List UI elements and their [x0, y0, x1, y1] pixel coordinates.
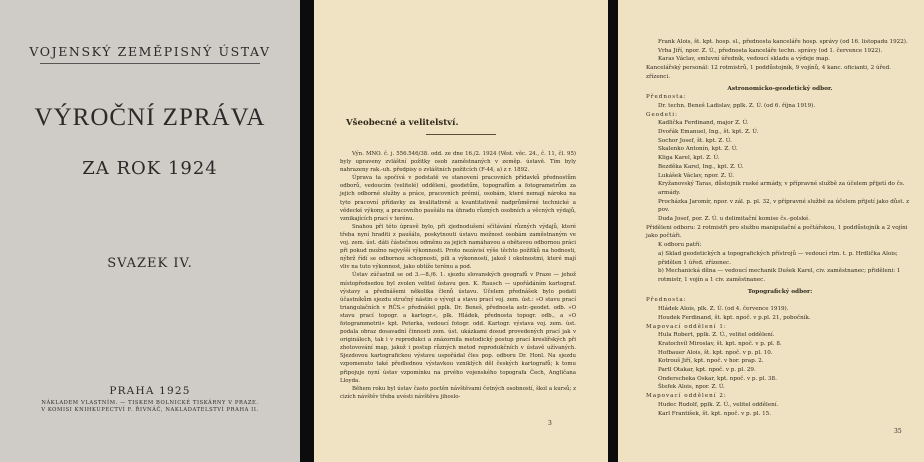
- topo-heading: Topografický odbor:: [747, 288, 813, 295]
- list-item: Kratochvíl Miroslav, št. kpt. npoč. v p. pl. 8.: [658, 340, 782, 347]
- paragraph: Výn. MNO. č. j. 556.546/38. odd. ze dne 16./2. 1924 (Věst. věc. 24., č. 11, čl. 95) byly upraveny zvláštní požitky osob zaměstnaných v zeměp. ústavě. Tím byly nahrazeny rak.-uh. předpisy o zvláštních požitcích (F-44, a) z r. 1892.: [340, 151, 576, 174]
- list-item: Kryžanovský Taras, důstojník ruské armády, v přípravné službě za účelem přijetí do čs. armády.: [658, 181, 905, 196]
- list-item: Karas Václav, smluvní úředník, vedoucí skladu a výdeje map.: [658, 56, 830, 63]
- label: Přednosta:: [646, 94, 687, 101]
- cover-title: VÝROČNÍ ZPRÁVA: [34, 104, 266, 131]
- cover-publisher-line-2: V KOMISI KNIHKUPECTVÍ F. ŘIVNÁČ, NAKLADATELSTVÍ PRAHA II.: [41, 407, 259, 413]
- page-3-body: [340, 150, 576, 401]
- list-item: Dvořák Emanuel, Ing., št. kpt. Z. Ú.: [658, 129, 759, 136]
- list-item: Lukášek Václav, npor. Z. Ú.: [658, 172, 735, 179]
- list-item: Vrba Jiří, npor. Z. Ú., přednosta kanceláře techn. správy (od 1. července 1922).: [658, 47, 883, 54]
- list-item: Hula Robert, pplk. Z. Ú., velitel oddělení.: [658, 332, 775, 339]
- list-item: Kliga Karel, kpt. Z. Ú.: [658, 155, 720, 162]
- cover-place: PRAHA 1925: [109, 385, 191, 397]
- cover-publisher: [20, 400, 280, 414]
- section-heading: Všeobecné a velitelství.: [346, 118, 459, 128]
- list-item: Kotrouš Jiří, kpt. npoč. v hor. prap. 2.: [658, 358, 764, 365]
- list-item: Hládek Alois, plk. Z. Ú. (od 4. července 1919).: [658, 306, 789, 313]
- list-item: Hudec Rudolf, pplk. Z. Ú., velitel oddělení.: [658, 401, 779, 408]
- list-item: b) Mechanická dílna — vedoucí mechanik Dušek Karel, civ. zaměstnanec; přiděleni: 1 rotmistr, 1 vojín a 1 civ. zaměstnanec.: [658, 268, 901, 283]
- list-item: Skalenko Antonín, kpt. Z. Ú.: [658, 146, 738, 153]
- list-item: Hofbauer Alois, št. kpt. npoč. v p. pl. 10.: [658, 349, 773, 356]
- list-item: Karl František, št. kpt. npoč. v p. pl. 15.: [658, 410, 771, 417]
- paragraph: Snahou při této úpravě bylo, při zjednodušení sčítávání různých výdajů, které třeba nyní hraditi z paušálu, poskytnouti ústavu možnost osobám zaměstnaným ve voj. zem. úst. dáti částečnou odměnu za jejich namáhavou a obětavou odbornou práci při pokud možno nejvyšší výkonnosti. Proto nezávisí výše těchto požitků na hodnosti, nýbrž řídí se odbornou schopností, píli a výkonností, jakož i okolnostmi, které mají vliv na tuto výkonnost, jako obtíže terénu a pod.: [340, 223, 576, 271]
- scan-gap: [300, 0, 314, 462]
- cover-rule: [40, 63, 260, 64]
- cover-publisher-line-1: NÁKLADEM VLASTNÍM. — TISKEM BOLNICKÉ TISKÁRNY V PRAZE.: [41, 400, 259, 406]
- list-item: Bezděka Karel, Ing., kpt. Z. Ú.: [658, 163, 744, 170]
- label: Geodeti:: [646, 111, 678, 118]
- list-item: Sochor Josef, št. kpt. Z. Ú.: [658, 137, 732, 144]
- label: Přednosta:: [646, 297, 687, 304]
- list-item: a) Sklad geodetických a topografických přístrojů — vedoucí rtm. t. p. Hrdlička Alois; přidělen 1 úřed. zřízenec.: [658, 250, 898, 266]
- page-35-body: [646, 38, 914, 418]
- list-item: Houdek Ferdinand, št. kpt. npoč. v p.pl. 21, pobočník.: [658, 314, 811, 321]
- paragraph: Ústav zúčastnil se od 3.—8./6. 1. sjezdu slovanských geografů v Praze — jehož místopředsedou byl zvolen velitel ústavu gen. K. Rausch — upořádáním kartograf. výstavy a přednášemi několika členů ústavu. Účelem přednášek bylo podati účastníkům sjezdu stručný nástin o vývoji a stavu prací voj. zem. úst.: »O stavu prací triangulačních v RČS.« přednášel pplk. Dr. Beneš, přednosta astr.-geodet. odb. »O stavu prací topogr. a kartogr.«, plk. Hládek, přednosta topogr. odb., a »O fotogrammetrii« kpt. Peterka, vedoucí fotogr. odd. Kartogr. výstava voj. zem. úst. podala obraz dosavadní činnosti zem. úst. ukázkami dosud provedených prací jak v originálech, tak i v reprodukci a znázornila metodický postup prací kreslířských při zhotovování map, jakož i postup různých metod reprodukčních v ústavě užívaných. Sjezdovou kartografickou výstavu uspořádal čles pop. odboru Dr. Honl. Na sjezdu vzpomenuto také předlednou výstavkou vzniklých děl českých kartografů; k tomu připojuje nyní ústav vzpomínku na prvého vojenského topografa Čech, Angličana Lloyda.: [340, 272, 576, 384]
- cover-page: [0, 0, 300, 462]
- staff-line: Kancelářský personál: 12 rotmistrů, 1 poddůstojník, 9 vojínů, 4 kanc. oficianti, 2 úřed. zřízenci.: [646, 65, 891, 80]
- cover-volume: SVAZEK IV.: [107, 256, 193, 271]
- cover-year: ZA ROK 1924: [82, 158, 218, 179]
- list-item: Frank Alois, št. kpt. hosp. sl., přednosta kanceláře hosp. správy (od 16. listopadu 1922).: [658, 39, 908, 45]
- label: Mapovací oddělení 2:: [646, 393, 727, 400]
- list-item: Duda Josef, por. Z. Ú. u delimitační komise čs.-polské.: [658, 216, 811, 223]
- astro-heading: Astronomicko-geodetický odbor.: [727, 85, 833, 92]
- label: Mapovací oddělení 1:: [646, 323, 727, 330]
- list-item: Onderscheka Oskar, kpt. npoč. v p. pl. 38.: [658, 375, 777, 382]
- heading-rule: [426, 134, 496, 135]
- list-item: Partl Otakar, kpt. npoč. v p. pl. 29.: [658, 367, 756, 374]
- cover-institute: VOJENSKÝ ZEMĚPISNÝ ÚSTAV: [29, 44, 271, 59]
- list-item: Štefek Alois, npor. Z. Ú.: [658, 384, 725, 391]
- list-item: Přiděleni odboru: 2 rotmistři pro službu manipulační a počtářskou, 1 poddůstojník a 2 vojíni jako počtáři.: [646, 224, 908, 240]
- list-item: Dr. techn. Beneš Ladislav, pplk. Z. Ú. (od 6. října 1919).: [658, 102, 816, 109]
- paragraph: Úprava ta spočívá v podstatě ve stanovení pracovních přídavků přednostům odborů, vedoucím (velitelé) oddělení, geodetům, topografům a fotogrametrům za jejich odborné služby a práce, pracovních prémií, osobám, které nemají nároku na tyto pracovní přídavky za kvalitativně a kvantitativně nadprůměrné technické a vědecké výkony, a pracovního paušálu na úhradu různých osobních a věcných výdajů, vznikajících prací v terénu.: [340, 175, 576, 222]
- scan-gap: [608, 0, 618, 462]
- page-35: [618, 0, 924, 462]
- list-item: K odboru patří:: [658, 242, 702, 249]
- list-item: Procházka Jaromír, npor. v zál. p. pl. 32, v přípravné službě za účelem přijetí jako důst. z pov.: [658, 198, 910, 214]
- page-3: [314, 0, 608, 462]
- page-number: 3: [548, 420, 552, 427]
- page-number: 35: [894, 428, 902, 435]
- paragraph: Během roku byl ústav často poctěn návštěvami četných osobností, škol a kursů; z cizích návštěv třeba uvésti návštěvu jihoslo-: [340, 385, 576, 400]
- list-item: Kadlička Ferdinand, major Z. Ú.: [658, 120, 749, 127]
